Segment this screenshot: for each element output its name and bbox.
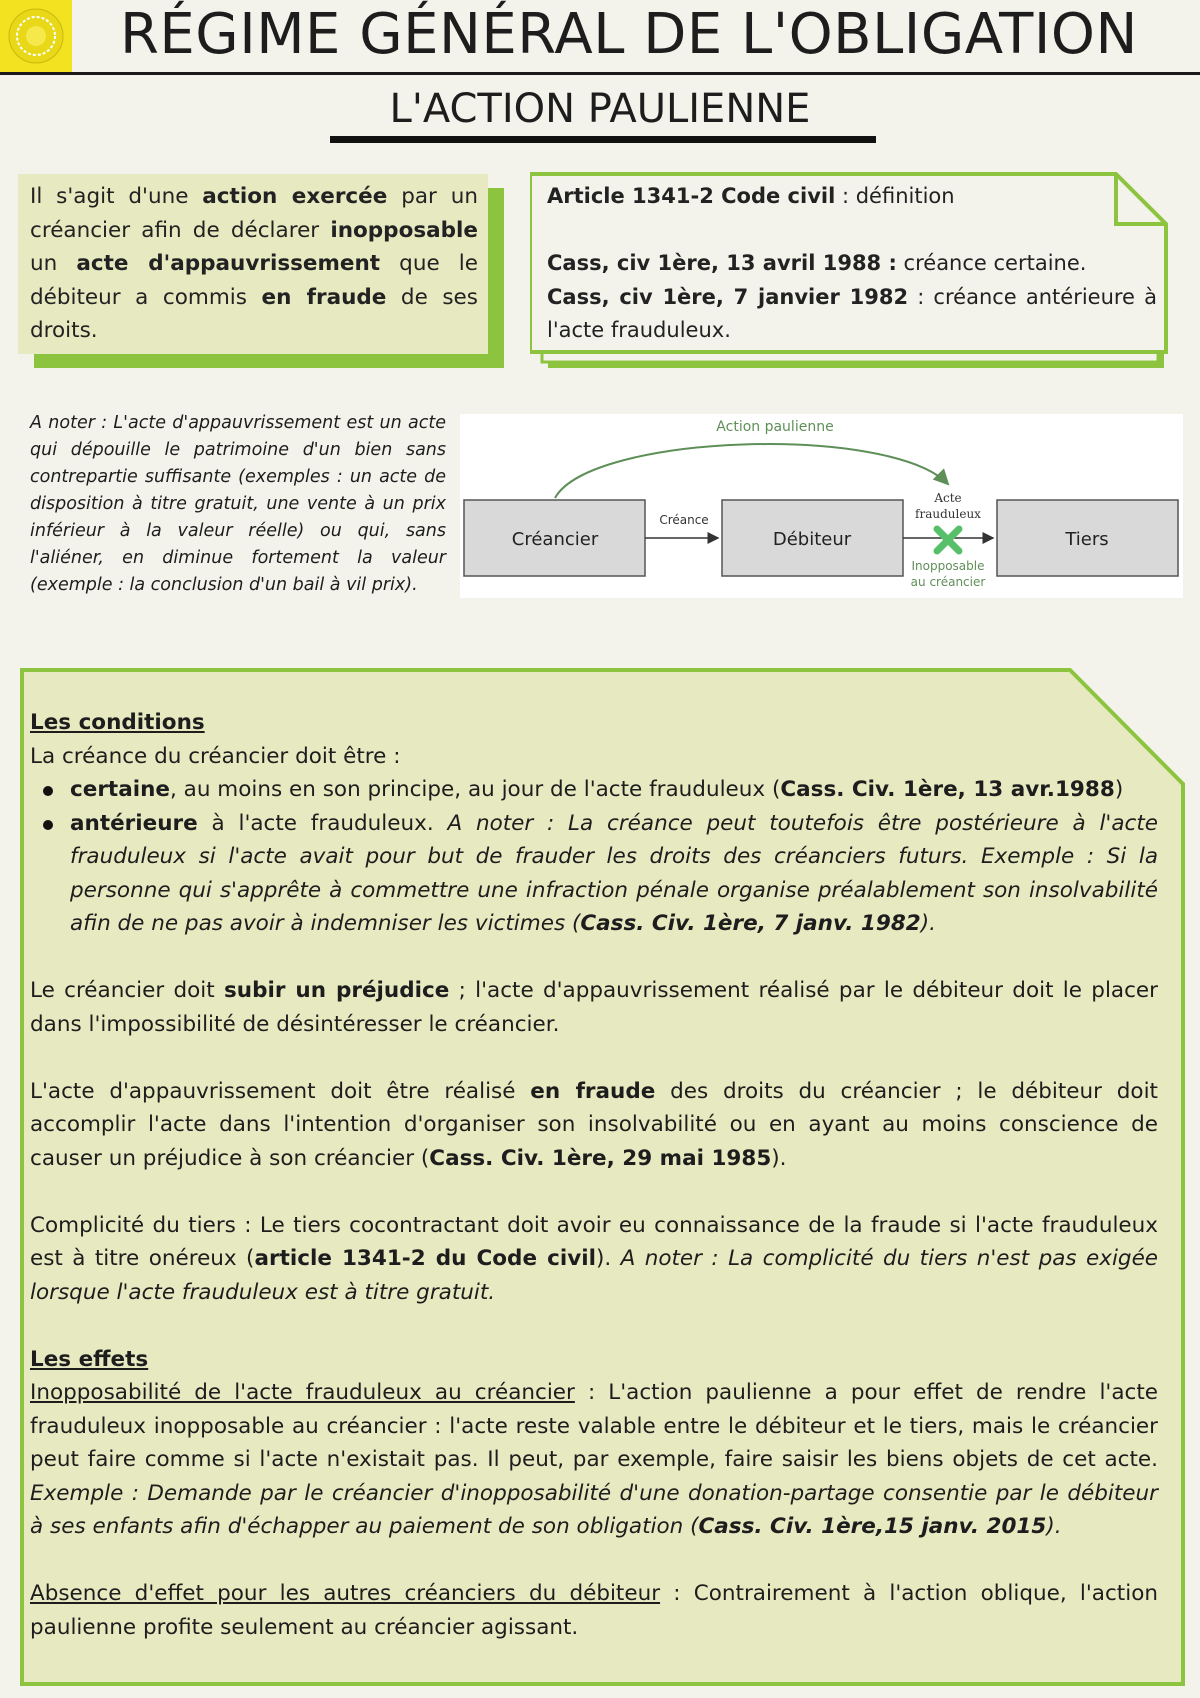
effet-absence: Absence d'effet pour les autres créanciers du débiteur : Contrairement à l'action oblique, l'action paulienne profite seulement au créancier agissant. bbox=[30, 1581, 1158, 1640]
condition-prejudice: Le créancier doit subir un préjudice ; l'acte d'appauvrissement réalisé par le débiteur doit le placer dans l'impossibilité de désintéresser le créancier. bbox=[30, 978, 1158, 1037]
article-ref-3: Cass, civ 1ère, 7 janvier 1982 : créance antérieure à l'acte frauduleux. bbox=[547, 284, 1157, 342]
subtitle-underline bbox=[330, 136, 876, 143]
creance-label: Créance bbox=[659, 513, 709, 527]
page-title: RÉGIME GÉNÉRAL DE L'OBLIGATION bbox=[120, 2, 1138, 67]
conditions-heading: Les conditions bbox=[30, 710, 205, 735]
condition-anterieure: antérieure à l'acte frauduleux. A noter : La créance peut toutefois être postérieure à l'acte frauduleux si l'acte avait pour but de frauder les droits des créanciers futurs. Exemple : Si la personne qui s'apprête à commettre une infraction pénale organise préalablement son insolvabilité afin de ne pas avoir à indemniser les victimes (Cass. Civ. 1ère, 7 janv. 1982). bbox=[70, 807, 1158, 941]
article-ref-1: Article 1341-2 Code civil : définition bbox=[547, 184, 955, 208]
inopposable-label-2: au créancier bbox=[910, 575, 986, 589]
debiteur-label: Débiteur bbox=[772, 529, 852, 550]
diagram-top-label: Action paulienne bbox=[716, 419, 834, 435]
action-paulienne-arrow bbox=[555, 444, 948, 498]
tiers-label: Tiers bbox=[1065, 529, 1109, 550]
action-paulienne-diagram bbox=[460, 414, 1183, 598]
condition-complicite: Complicité du tiers : Le tiers cocontractant doit avoir eu connaissance de la fraude si l'acte frauduleux est à titre onéreux (article 1341-2 du Code civil). A noter : La complicité du tiers n'est pas exigée lorsque l'acte frauduleux est à titre gratuit. bbox=[30, 1212, 1159, 1305]
header-divider bbox=[0, 72, 1200, 75]
acte-label-2: frauduleux bbox=[915, 507, 981, 521]
creancier-label: Créancier bbox=[511, 529, 599, 550]
page-subtitle: L'ACTION PAULIENNE bbox=[389, 86, 811, 132]
conditions-intro: La créance du créancier doit être : bbox=[30, 743, 401, 769]
acte-label-1: Acte bbox=[934, 491, 962, 505]
cross-icon bbox=[937, 529, 959, 551]
main-content bbox=[30, 706, 1158, 1644]
note-appauvrissement: A noter : L'acte d'appauvrissement est un acte qui dépouille le patrimoine d'un bien sans contrepartie suffisante (exemples : un acte de disposition à titre gratuit, une vente à un prix inférieur à la valeur réelle) ou qui, sans l'aliéner, en diminue fortement la valeur (exemple : la conclusion d'un bail à vil prix). bbox=[30, 413, 446, 595]
condition-fraude: L'acte d'appauvrissement doit être réalisé en fraude des droits du créancier ; le débiteur doit accomplir l'acte dans l'intention d'organiser son insolvabilité ou en ayant au moins conscience de causer un préjudice à son créancier (Cass. Civ. 1ère, 29 mai 1985). bbox=[30, 1078, 1158, 1171]
effet-inopposabilite: Inopposabilité de l'acte frauduleux au créancier : L'action paulienne a pour effet de rendre l'acte frauduleux inopposable au créancier : l'acte reste valable entre le débiteur et le tiers, mais le créancier peut faire comme si l'acte n'existait pas. Il peut, par exemple, faire saisir les biens objets de cet acte. Exemple : Demande par le créancier d'inopposabilité d'une donation-partage consentie par le débiteur à ses enfants afin d'échapper au paiement de son obligation (Cass. Civ. 1ère,15 janv. 2015). bbox=[30, 1380, 1158, 1539]
conditions-list bbox=[30, 773, 1158, 941]
condition-certaine: certaine, au moins en son principe, au jour de l'acte frauduleux (Cass. Civ. 1ère, 13 avr.1988) bbox=[70, 773, 1158, 807]
inopposable-label-1: Inopposable bbox=[911, 559, 985, 573]
effets-heading: Les effets bbox=[30, 1346, 149, 1372]
intro-definition: Il s'agit d'une action exercée par un créancier afin de déclarer inopposable un acte d'appauvrissement que le débiteur a commis en fraude de ses droits. bbox=[30, 184, 478, 343]
article-references bbox=[547, 180, 1157, 348]
logo bbox=[0, 0, 72, 72]
laurel-logo-icon bbox=[7, 7, 65, 65]
article-ref-2: Cass, civ 1ère, 13 avril 1988 : créance certaine. bbox=[547, 251, 1087, 275]
